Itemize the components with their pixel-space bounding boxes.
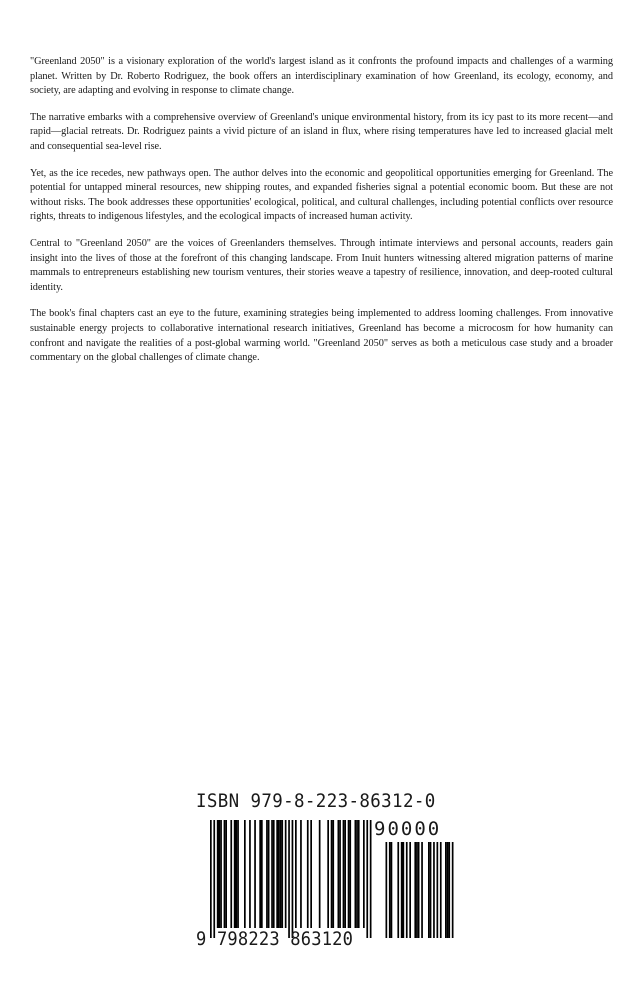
isbn-label: ISBN 979-8-223-86312-0 <box>196 790 436 812</box>
barcode-bar-25 <box>288 820 290 938</box>
barcode-bar-40 <box>349 820 351 928</box>
barcode-bar-34 <box>332 820 334 928</box>
addon-bar-53 <box>406 842 408 938</box>
addon-bar-58 <box>421 842 423 938</box>
barcode-bar-17 <box>268 820 270 928</box>
barcode-bar-30 <box>310 820 312 928</box>
barcode-bar-41 <box>355 820 357 928</box>
addon-bar-47 <box>386 842 388 938</box>
barcode-bar-31 <box>319 820 321 928</box>
addon-bar-51 <box>401 842 403 938</box>
barcode-bar-15 <box>261 820 263 928</box>
addon-bar-65 <box>447 842 449 938</box>
addon-bar-66 <box>448 842 450 938</box>
barcode-bar-42 <box>356 820 358 928</box>
addon-bar-48 <box>389 842 391 938</box>
barcode-bar-45 <box>366 820 368 938</box>
barcode-bar-19 <box>273 820 275 928</box>
barcode-bar-16 <box>266 820 268 928</box>
barcode-bar-37 <box>343 820 345 928</box>
barcode-bar-7 <box>230 820 232 928</box>
description-paragraph-5: The book's final chapters cast an eye to the future, examining strategies being implemented to address looming challenges. From innovative sustainable energy projects to collaborative international research initiatives, Greenland has become a microcosm for how humanity can confront and navigate the realities of a post-global warming world. "Greenland 2050" serves as both a meticulous case study and a broader commentary on the global challenges of climate change. <box>30 308 613 364</box>
barcode-bar-28 <box>300 820 302 928</box>
addon-bar-56 <box>416 842 418 938</box>
addon-bar-54 <box>409 842 411 938</box>
barcode-bar-22 <box>280 820 282 928</box>
addon-bar-52 <box>403 842 405 938</box>
barcode-bar-24 <box>285 820 287 928</box>
barcode-bar-1 <box>213 820 215 938</box>
addon-bar-57 <box>418 842 420 938</box>
barcode-bar-2 <box>217 820 219 928</box>
barcode-bar-10 <box>237 820 239 928</box>
addon-bar-61 <box>433 842 435 938</box>
barcode-bar-44 <box>363 820 365 928</box>
barcode-bar-9 <box>236 820 238 928</box>
description-paragraph-3: Yet, as the ice recedes, new pathways open. The author delves into the economic and geopolitical opportunities emerging for Greenland. The potential for untapped mineral resources, new shipping routes, and expanded fisheries signal a potential economic boom. But these are not without risks. The book addresses these opportunities' ecological, political, and cultural challenges, including potential conflicts over resource rights, threats to indigenous lifestyles, and the ecological impacts of increased human activity. <box>30 167 613 223</box>
isbn-barcode <box>196 790 456 960</box>
barcode-bar-23 <box>281 820 283 928</box>
description-paragraph-2: The narrative embarks with a comprehensive overview of Greenland's unique environmental history, from its icy past to its more recent—and rapid—glacial retreats. Dr. Rodriguez paints a vivid picture of an island in flux, where rising temperatures have led to increased glacial melt and consequential sea-level rise. <box>30 111 613 152</box>
barcode-bar-32 <box>327 820 329 928</box>
barcode-bar-3 <box>219 820 221 928</box>
barcode-bar-39 <box>348 820 350 928</box>
barcode-bar-36 <box>339 820 341 928</box>
barcode-bar-4 <box>220 820 222 928</box>
addon-bar-62 <box>437 842 439 938</box>
addon-bar-64 <box>445 842 447 938</box>
barcode-bar-6 <box>225 820 227 928</box>
addon-bar-63 <box>440 842 442 938</box>
barcode-bar-33 <box>331 820 333 928</box>
barcode-bar-29 <box>307 820 309 928</box>
addon-bar-67 <box>452 842 454 938</box>
addon-bar-60 <box>430 842 432 938</box>
barcode-bar-12 <box>249 820 251 928</box>
addon-bar-55 <box>414 842 416 938</box>
barcode-bar-26 <box>292 820 294 938</box>
book-description <box>30 55 613 378</box>
barcode-bar-8 <box>234 820 236 928</box>
barcode-bar-43 <box>358 820 360 928</box>
addon-price-digits: 90000 <box>374 818 442 840</box>
barcode-bar-21 <box>278 820 280 928</box>
barcode-bar-35 <box>338 820 340 928</box>
barcode-bar-18 <box>271 820 273 928</box>
barcode-bar-5 <box>224 820 226 928</box>
description-paragraph-4: Central to "Greenland 2050" are the voices of Greenlanders themselves. Through intimate interviews and personal accounts, readers gain insight into the lives of those at the forefront of this changing landscape. From Inuit hunters witnessing altered migration patterns of marine mammals to entrepreneurs establishing new tourism ventures, their stories weave a tapestry of resilience, innovation, and deep-rooted cultural identity. <box>30 237 613 293</box>
barcode-bar-27 <box>295 820 297 928</box>
barcode-bar-0 <box>210 820 212 938</box>
addon-bar-50 <box>397 842 399 938</box>
barcode-bar-38 <box>344 820 346 928</box>
barcode-digits: 9 798223 863120 <box>196 928 354 950</box>
barcode-bar-11 <box>244 820 246 928</box>
barcode-bar-46 <box>370 820 372 938</box>
barcode-bar-14 <box>259 820 261 928</box>
barcode-bar-20 <box>276 820 278 928</box>
addon-bar-59 <box>428 842 430 938</box>
description-paragraph-1: "Greenland 2050" is a visionary exploration of the world's largest island as it confronts the profound impacts and challenges of a warming planet. Written by Dr. Roberto Rodriguez, the book offers an interdisciplinary examination of how Greenland, its ecology, economy, and society, are adapting and evolving in response to climate change. <box>30 56 613 97</box>
addon-bar-49 <box>391 842 393 938</box>
barcode-bar-13 <box>254 820 256 928</box>
